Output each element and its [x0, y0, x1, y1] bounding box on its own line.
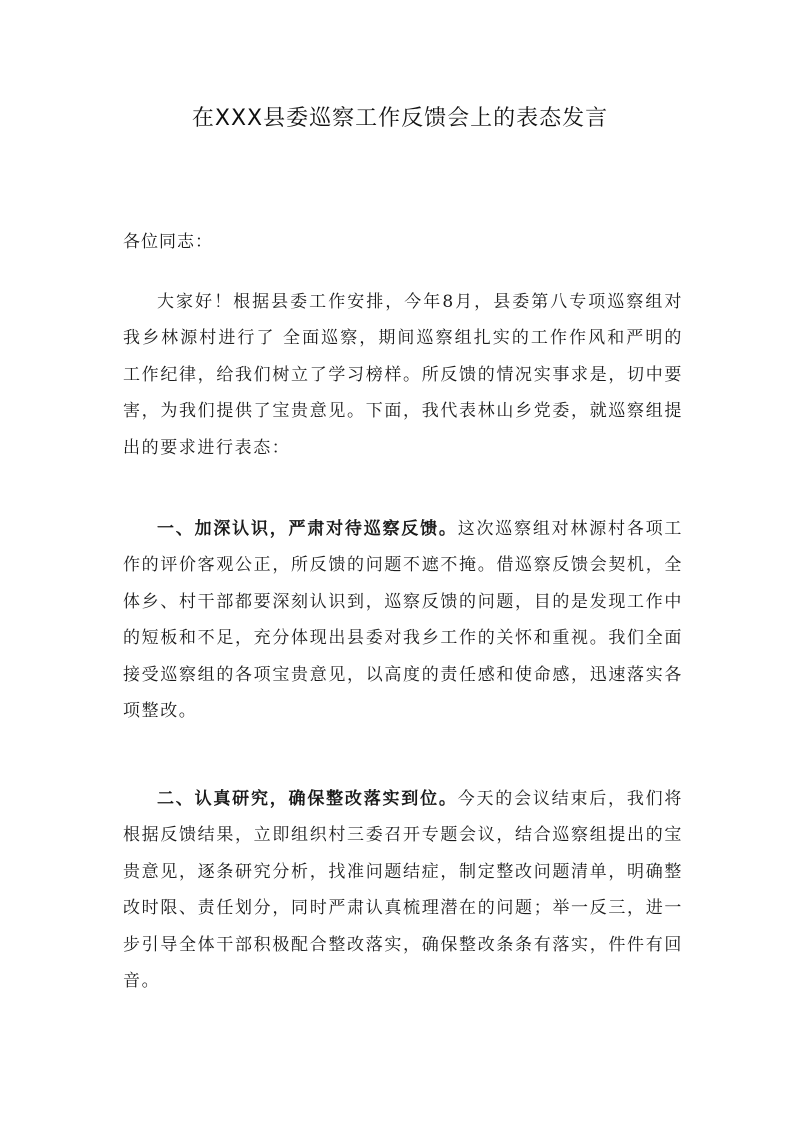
paragraph-body: 大家好！根据县委工作安排，今年8月，县委第八专项巡察组对我乡林源村进行了 全面巡察，期间巡察组扎实的工作作风和严明的工作纪律，给我们树立了学习榜样。所反馈的情况实事求是，切中要害，为我们提供了宝贵意见。下面，我代表林山乡党委，就巡察组提出的要求进行表态： [123, 292, 683, 458]
paragraph-section-1 [123, 511, 683, 729]
paragraph-section-2 [123, 781, 683, 999]
document-title: 在XXX县委巡察工作反馈会上的表态发言 [191, 106, 609, 131]
paragraph-body: 今天的会议结束后，我们将根据反馈结果，立即组织村三委召开专题会议，结合巡察组提出的宝贵意见，逐条研究分析，找准问题结症，制定整改问题清单，明确整改时限、责任划分，同时严肃认真梳理潜在的问题；举一反三，进一步引导全体干部积极配合整改落实，确保整改条条有落实，件件有回音。 [123, 789, 684, 992]
salutation: 各位同志： [123, 232, 213, 252]
paragraph-body: 这次巡察组对林源村各项工作的评价客观公正，所反馈的问题不遮不掩。借巡察反馈会契机，全体乡、村干部都要深刻认识到，巡察反馈的问题，目的是发现工作中的短板和不足，充分体现出县委对我乡工作的关怀和重视。我们全面接受巡察组的各项宝贵意见，以高度的责任感和使命感，迅速落实各项整改。 [123, 519, 684, 722]
section-heading: 一、加深认识，严肃对待巡察反馈。 [157, 519, 458, 539]
section-heading: 二、认真研究，确保整改落实到位。 [157, 789, 458, 809]
paragraph-greeting [123, 284, 683, 466]
